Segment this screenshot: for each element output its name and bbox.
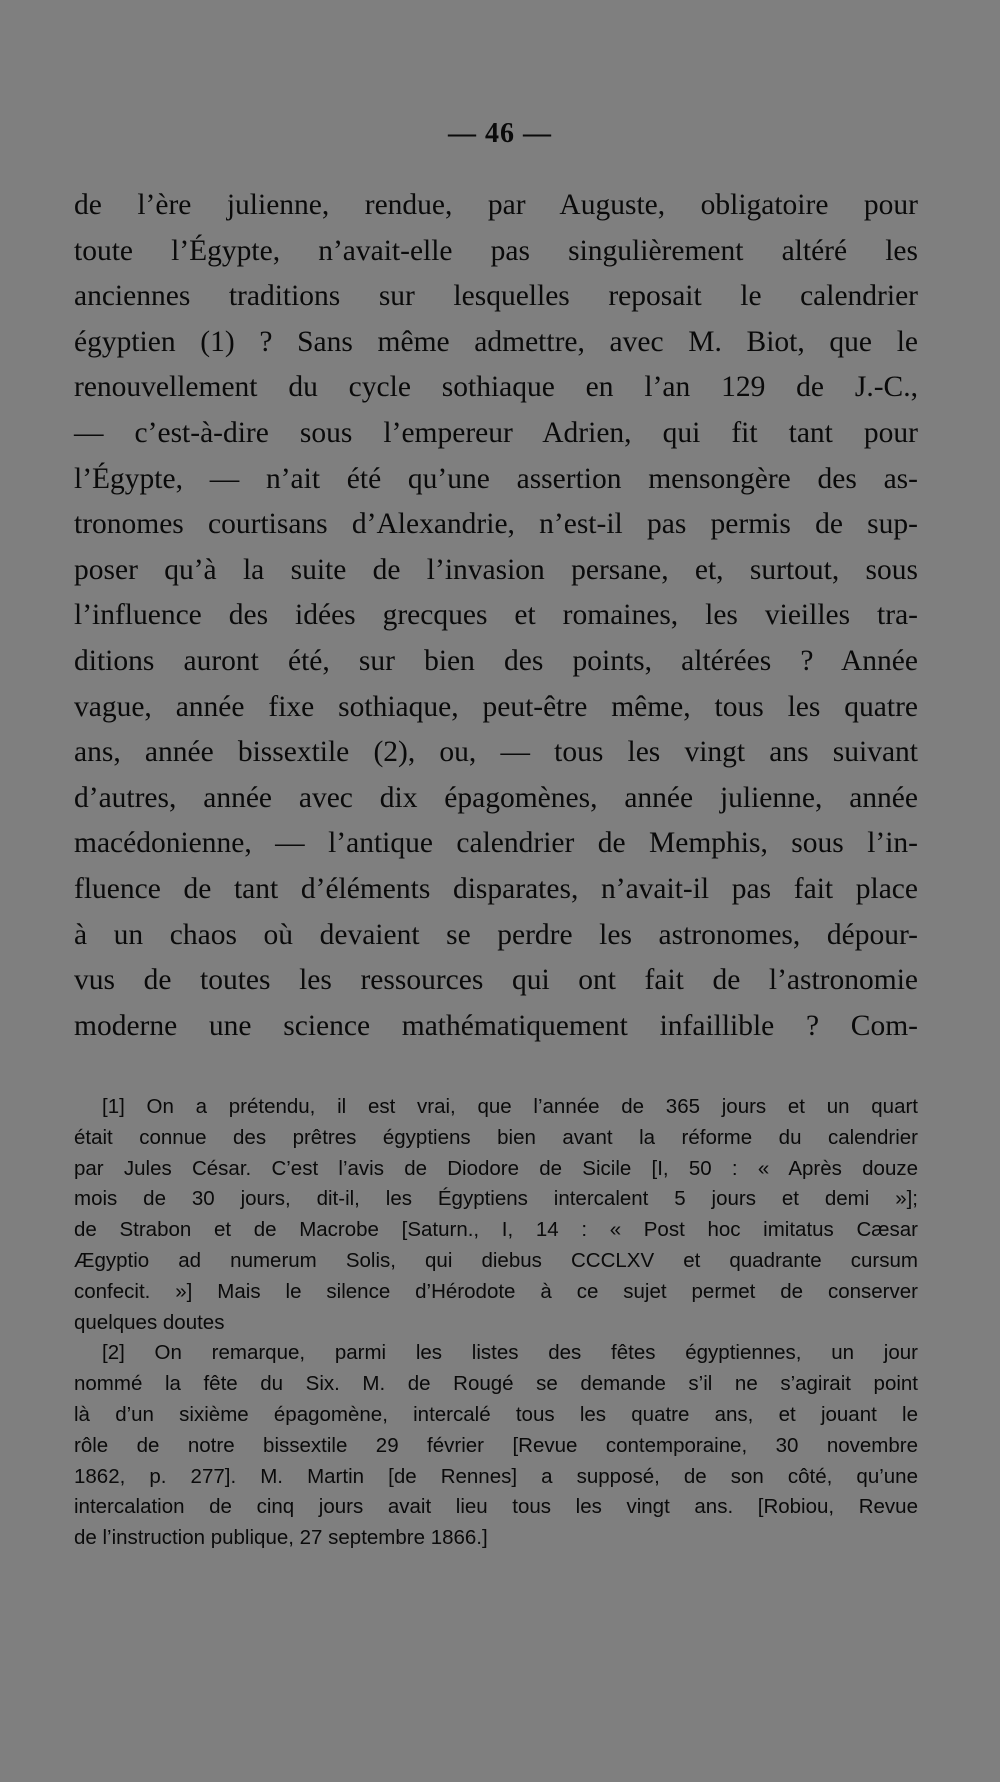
- body-line: d’autres, année avec dix épagomènes, année julienne, année: [74, 781, 918, 814]
- footnote-line: [1] On a prétendu, il est vrai, que l’année de 365 jours et un quart: [102, 1095, 918, 1118]
- footnote-line: de Strabon et de Macrobe [Saturn., I, 14 : « Post hoc imitatus Cæsar: [74, 1218, 918, 1242]
- footnote-line: [2] On remarque, parmi les listes des fêtes égyptiennes, un jour: [102, 1341, 918, 1365]
- body-line: tronomes courtisans d’Alexandrie, n’est-il pas permis de sup-: [74, 508, 918, 541]
- body-line: ans, année bissextile (2), ou, — tous les vingt ans suivant: [74, 736, 918, 769]
- footnote-1: [74, 1092, 918, 1338]
- body-line: de l’ère julienne, rendue, par Auguste, obligatoire pour: [74, 189, 918, 221]
- footnote-line: mois de 30 jours, dit-il, les Égyptiens intercalent 5 jours et demi »];: [74, 1187, 918, 1211]
- footnote-line: confecit. »] Mais le silence d’Hérodote à ce sujet permet de conserver: [74, 1279, 918, 1303]
- body-line: renouvellement du cycle sothiaque en l’an 129 de J.-C.,: [74, 371, 918, 404]
- footnote-line: Ægyptio ad numerum Solis, qui diebus CCCLXV et quadrante cursum: [74, 1248, 918, 1272]
- body-line: égyptien (1) ? Sans même admettre, avec M. Biot, que le: [74, 325, 918, 358]
- footnote-2: [74, 1338, 918, 1554]
- body-line: — c’est-à-dire sous l’empereur Adrien, qui fit tant pour: [74, 416, 918, 449]
- footnote-line: là d’un sixième épagomène, intercalé tous les quatre ans, et jouant le: [74, 1402, 918, 1426]
- footnote-line: rôle de notre bissextile 29 février [Revue contemporaine, 30 novembre: [74, 1433, 918, 1457]
- body-line: poser qu’à la suite de l’invasion persane, et, surtout, sous: [74, 553, 918, 586]
- footnote-line: nommé la fête du Six. M. de Rougé se demande s’il ne s’agirait point: [74, 1372, 918, 1396]
- footnote-line: était connue des prêtres égyptiens bien avant la réforme du calendrier: [74, 1125, 918, 1149]
- body-line: fluence de tant d’éléments disparates, n’avait-il pas fait place: [74, 872, 918, 905]
- footnote-line: 1862, p. 277]. M. Martin [de Rennes] a supposé, de son côté, qu’une: [74, 1464, 918, 1488]
- body-line: ditions auront été, sur bien des points, altérées ? Année: [74, 644, 918, 677]
- page-number: — 46 —: [448, 118, 552, 149]
- footnote-line: intercalation de cinq jours avait lieu tous les vingt ans. [Robiou, Revue: [74, 1495, 918, 1519]
- body-line: l’influence des idées grecques et romaines, les vieilles tra-: [74, 599, 918, 632]
- footnote-line: quelques doutes: [74, 1310, 225, 1334]
- body-line: vus de toutes les ressources qui ont fait de l’astronomie: [74, 964, 918, 997]
- body-line: anciennes traditions sur lesquelles reposait le calendrier: [74, 280, 918, 313]
- footnotes: [74, 1092, 918, 1554]
- body-line: toute l’Égypte, n’avait-elle pas singulièrement altéré les: [74, 234, 918, 267]
- body-line: vague, année fixe sothiaque, peut-être même, tous les quatre: [74, 690, 918, 723]
- body-line: moderne une science mathématiquement infaillible ? Com-: [74, 1009, 918, 1042]
- body-line: l’Égypte, — n’ait été qu’une assertion mensongère des as-: [74, 462, 918, 495]
- body-line: macédonienne, — l’antique calendrier de Memphis, sous l’in-: [74, 827, 918, 860]
- footnote-line: de l’instruction publique, 27 septembre 1866.]: [74, 1526, 488, 1550]
- main-paragraph: [74, 183, 918, 1049]
- footnote-line: par Jules César. C’est l’avis de Diodore de Sicile [I, 50 : « Après douze: [74, 1156, 918, 1180]
- body-line: à un chaos où devaient se perdre les astronomes, dépour-: [74, 918, 918, 951]
